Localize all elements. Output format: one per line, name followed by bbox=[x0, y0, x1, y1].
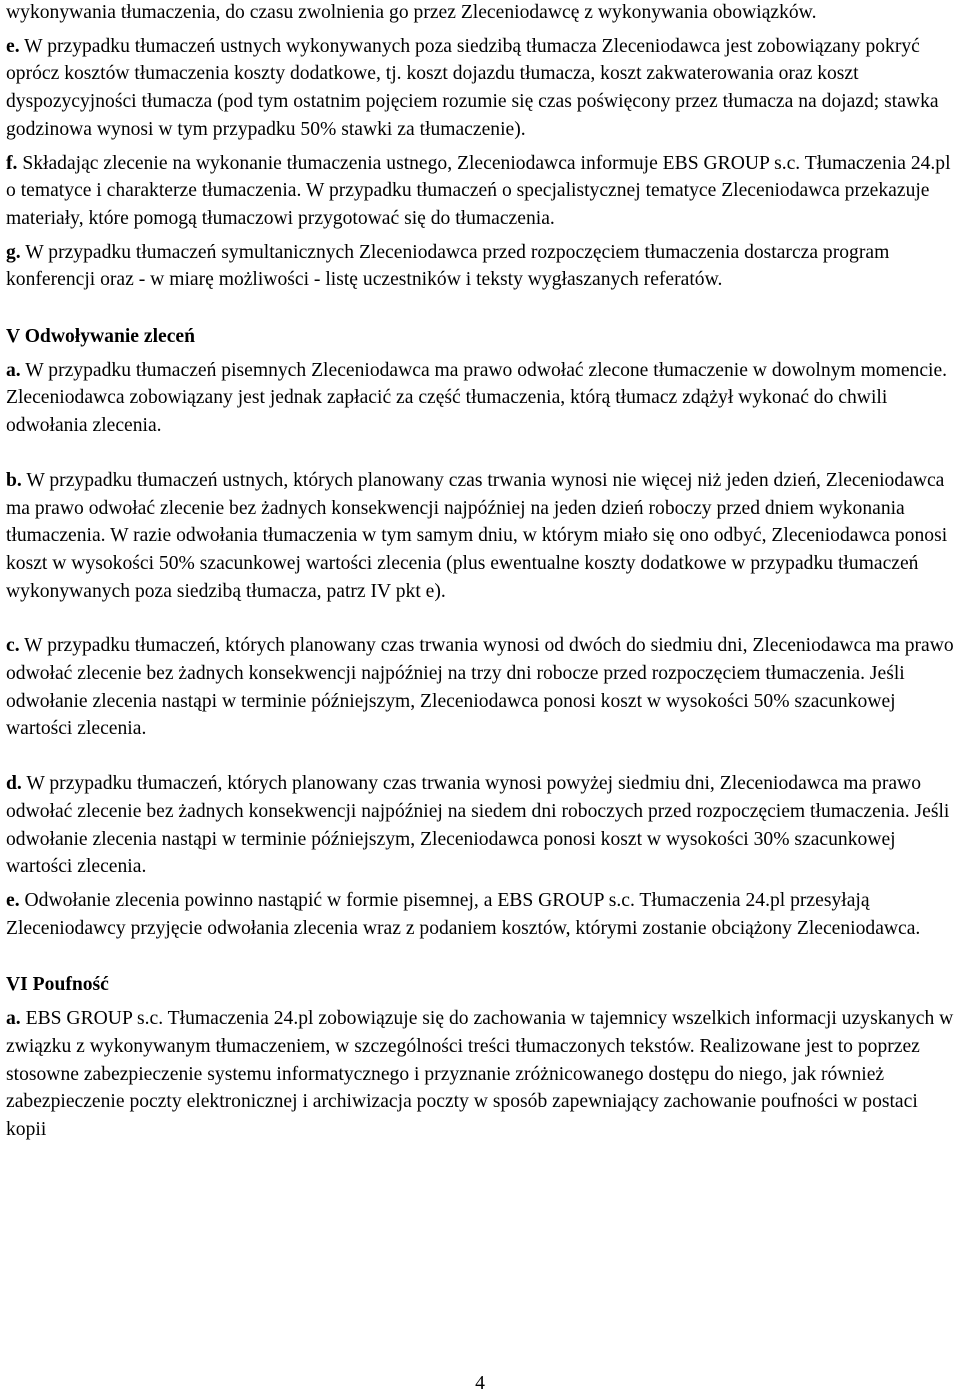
section-v-point-e bbox=[6, 887, 954, 942]
section-v-heading: V Odwoływanie zleceń bbox=[6, 326, 196, 348]
section-gap bbox=[6, 942, 954, 971]
section-iv-point-f bbox=[6, 150, 954, 233]
point-text: W przypadku tłumaczeń pisemnych Zleceniodawca ma prawo odwołać zlecone tłumaczenie w dowolnym momencie. Zleceniodawca zobowiązany jest jednak zapłacić za część tłumaczenia, którą tłumacz zdążył wykonać do chwili odwołania zlecenia. bbox=[6, 359, 948, 437]
point-marker: f. bbox=[6, 152, 18, 174]
section-v-point-a bbox=[6, 357, 954, 440]
section-v-point-b bbox=[6, 467, 954, 606]
point-marker: e. bbox=[6, 35, 20, 57]
point-text: Odwołanie zlecenia powinno nastąpić w formie pisemnej, a EBS GROUP s.c. Tłumaczenia 24.pl przesyłają Zleceniodawcy przyjęcie odwołania zlecenia wraz z podaniem kosztów, którymi zostanie obciążony Zleceniodawca. bbox=[6, 889, 921, 939]
paragraph-gap bbox=[6, 605, 954, 632]
point-marker: c. bbox=[6, 635, 20, 657]
document-page bbox=[6, 0, 954, 1144]
paragraph-gap bbox=[6, 440, 954, 467]
section-v-point-d bbox=[6, 770, 954, 881]
point-marker: b. bbox=[6, 469, 22, 491]
point-marker: d. bbox=[6, 773, 22, 795]
section-gap bbox=[6, 294, 954, 323]
point-text: W przypadku tłumaczeń symultanicznych Zleceniodawca przed rozpoczęciem tłumaczenia dostarcza program konferencji oraz - w miarę możliwości - listę uczestników i teksty wygłaszanych referatów. bbox=[6, 241, 890, 291]
section-vi-heading: VI Poufność bbox=[6, 974, 109, 996]
section-vi-point-a bbox=[6, 1005, 954, 1144]
section-iv-point-g bbox=[6, 239, 954, 294]
paragraph-gap bbox=[6, 743, 954, 770]
point-marker: e. bbox=[6, 889, 20, 911]
point-text: W przypadku tłumaczeń ustnych wykonywanych poza siedzibą tłumacza Zleceniodawca jest zobowiązany pokryć oprócz kosztów tłumaczenia koszty dodatkowe, tj. koszt dojazdu tłumacza, koszt zakwaterowania oraz koszt dyspozycyjności tłumacza (pod tym ostatnim pojęciem rozumie się czas poświęcony przez tłumacza na dojazd; stawka godzinowa wynosi w tym przypadku 50% stawki za tłumaczenie). bbox=[6, 35, 939, 140]
section-iv-d-continuation: wykonywania tłumaczenia, do czasu zwolnienia go przez Zleceniodawcę z wykonywania obowiązków. bbox=[6, 2, 817, 23]
point-text: W przypadku tłumaczeń, których planowany czas trwania wynosi powyżej siedmiu dni, Zleceniodawca ma prawo odwołać zlecenie bez żadnych konsekwencji najpóźniej na siedem dni roboczych przed rozpoczęciem tłumaczenia. Jeśli odwołanie zlecenia nastąpi w terminie późniejszym, Zleceniodawca ponosi koszt w wysokości 30% szacunkowej wartości zlecenia. bbox=[6, 773, 950, 878]
point-text: W przypadku tłumaczeń, których planowany czas trwania wynosi od dwóch do siedmiu dni, Zleceniodawca ma prawo odwołać zlecenie bez żadnych konsekwencji najpóźniej na trzy dni robocze przed rozpoczęciem tłumaczenia. Jeśli odwołanie zlecenia nastąpi w terminie późniejszym, Zleceniodawca ponosi koszt w wysokości 50% szacunkowej wartości zlecenia. bbox=[6, 635, 954, 740]
point-marker: a. bbox=[6, 359, 21, 381]
point-marker: a. bbox=[6, 1008, 21, 1030]
point-text: W przypadku tłumaczeń ustnych, których planowany czas trwania wynosi nie więcej niż jeden dzień, Zleceniodawca ma prawo odwołać zlecenie bez żadnych konsekwencji najpóźniej na jeden dzień roboczy przed dniem wykonania tłumaczenia. W razie odwołania tłumaczenia w tym samym dniu, w którym miało się ono odbyć, Zleceniodawca ponosi koszt w wysokości 50% szacunkowej wartości zlecenia (plus ewentualne koszty dodatkowe w przypadku tłumaczeń wykonywanych poza siedzibą tłumacza, patrz IV pkt e). bbox=[6, 469, 948, 602]
point-marker: g. bbox=[6, 241, 21, 263]
page-number: 4 bbox=[475, 1373, 485, 1394]
section-v-point-c bbox=[6, 632, 954, 743]
section-iv-point-e bbox=[6, 33, 954, 144]
point-text: EBS GROUP s.c. Tłumaczenia 24.pl zobowiązuje się do zachowania w tajemnicy wszelkich informacji uzyskanych w związku z wykonywanym tłumaczeniem, w szczególności treści tłumaczonych tekstów. Realizowane jest to poprzez stosowne zabezpieczenie systemu informatycznego i przyznanie zróżnicowanego dostępu do niego, jak również zabezpieczenie poczty elektronicznej i archiwizacja poczty w sposób zapewniający zachowanie poufności w postaci kopii bbox=[6, 1008, 954, 1140]
point-text: Składając zlecenie na wykonanie tłumaczenia ustnego, Zleceniodawca informuje EBS GROUP s.c. Tłumaczenia 24.pl o tematyce i charakterze tłumaczenia. W przypadku tłumaczeń o specjalistycznej tematyce Zleceniodawca przekazuje materiały, które pomogą tłumaczowi przygotować się do tłumaczenia. bbox=[6, 152, 951, 229]
